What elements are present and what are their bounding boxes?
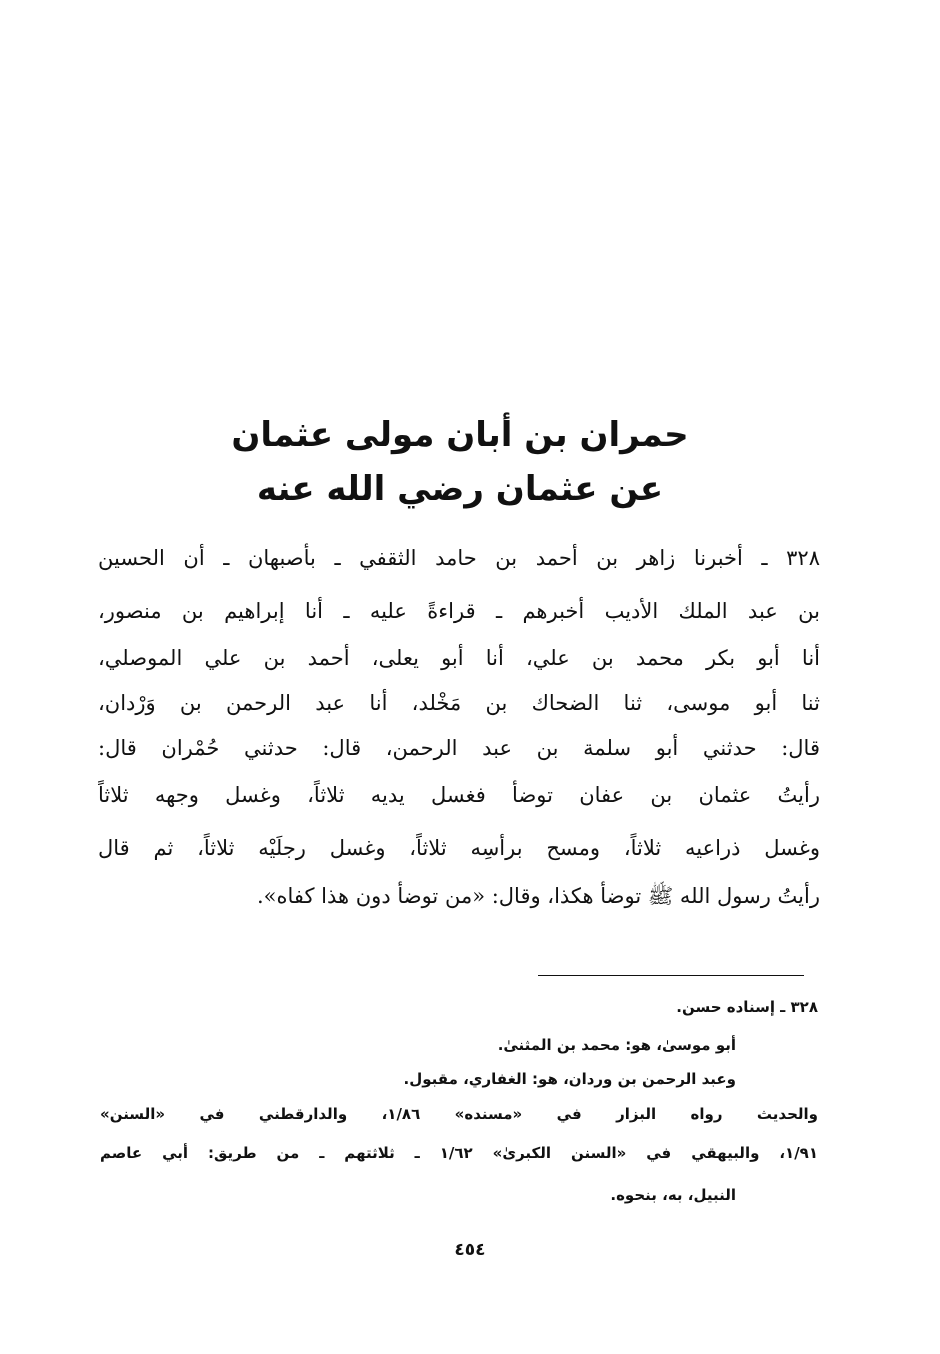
footnote-line: ١/٩١، والبيهقي في «السنن الكبرىٰ» ١/٦٢ ـ ثلاثتهم ـ من طريق: أبي عاصم (100, 1144, 818, 1162)
footnote-line: وعبد الرحمن بن وردان، هو: الغفاري، مقبول. (403, 1070, 736, 1088)
footnote-grade: ٣٢٨ ـ إسناده حسن. (676, 998, 818, 1016)
footnote-line: أبو موسىٰ، هو: محمد بن المثنىٰ. (497, 1036, 736, 1054)
footnote-separator (538, 975, 804, 976)
hadith-text-line: ٣٢٨ ـ أخبرنا زاهر بن أحمد بن حامد الثقفي ـ بأصبهان ـ أن الحسين (98, 546, 820, 570)
chapter-title-line-2: عن عثمان رضي الله عنه (256, 469, 664, 509)
hadith-text-line: وغسل ذراعيه ثلاثاً، ومسح برأسِه ثلاثاً، وغسل رجلَيْه ثلاثاً، ثم قال (98, 836, 820, 860)
page-number: ٤٥٤ (454, 1240, 486, 1260)
hadith-text-line: أنا أبو بكر محمد بن علي، أنا أبو يعلى، أحمد بن علي الموصلي، (98, 646, 820, 670)
hadith-text-line: قال: حدثني أبو سلمة بن عبد الرحمن، قال: حدثني حُمْران قال: (98, 736, 820, 760)
chapter-title-line-1: حمران بن أبان مولى عثمان (231, 415, 689, 455)
hadith-text-line: رأيتُ رسول الله ﷺ توضأ هكذا، وقال: «من توضأ دون هذا كفاه». (256, 884, 820, 908)
footnote-line: والحديث رواه البزار في «مسنده» ١/٨٦، والدارقطني في «السنن» (100, 1105, 818, 1123)
hadith-text-line: رأيتُ عثمان بن عفان توضأ فغسل يديه ثلاثاً، وغسل وجهه ثلاثاً (98, 783, 820, 807)
hadith-text-line: ثنا أبو موسى، ثنا الضحاك بن مَخْلد، أنا عبد الرحمن بن وَرْدان، (98, 691, 820, 715)
hadith-text-line: بن عبد الملك الأديب أخبرهم ـ قراءةً عليه ـ أنا إبراهيم بن منصور، (98, 599, 820, 623)
footnote-line: النبيل، به، بنحوه. (610, 1186, 736, 1204)
